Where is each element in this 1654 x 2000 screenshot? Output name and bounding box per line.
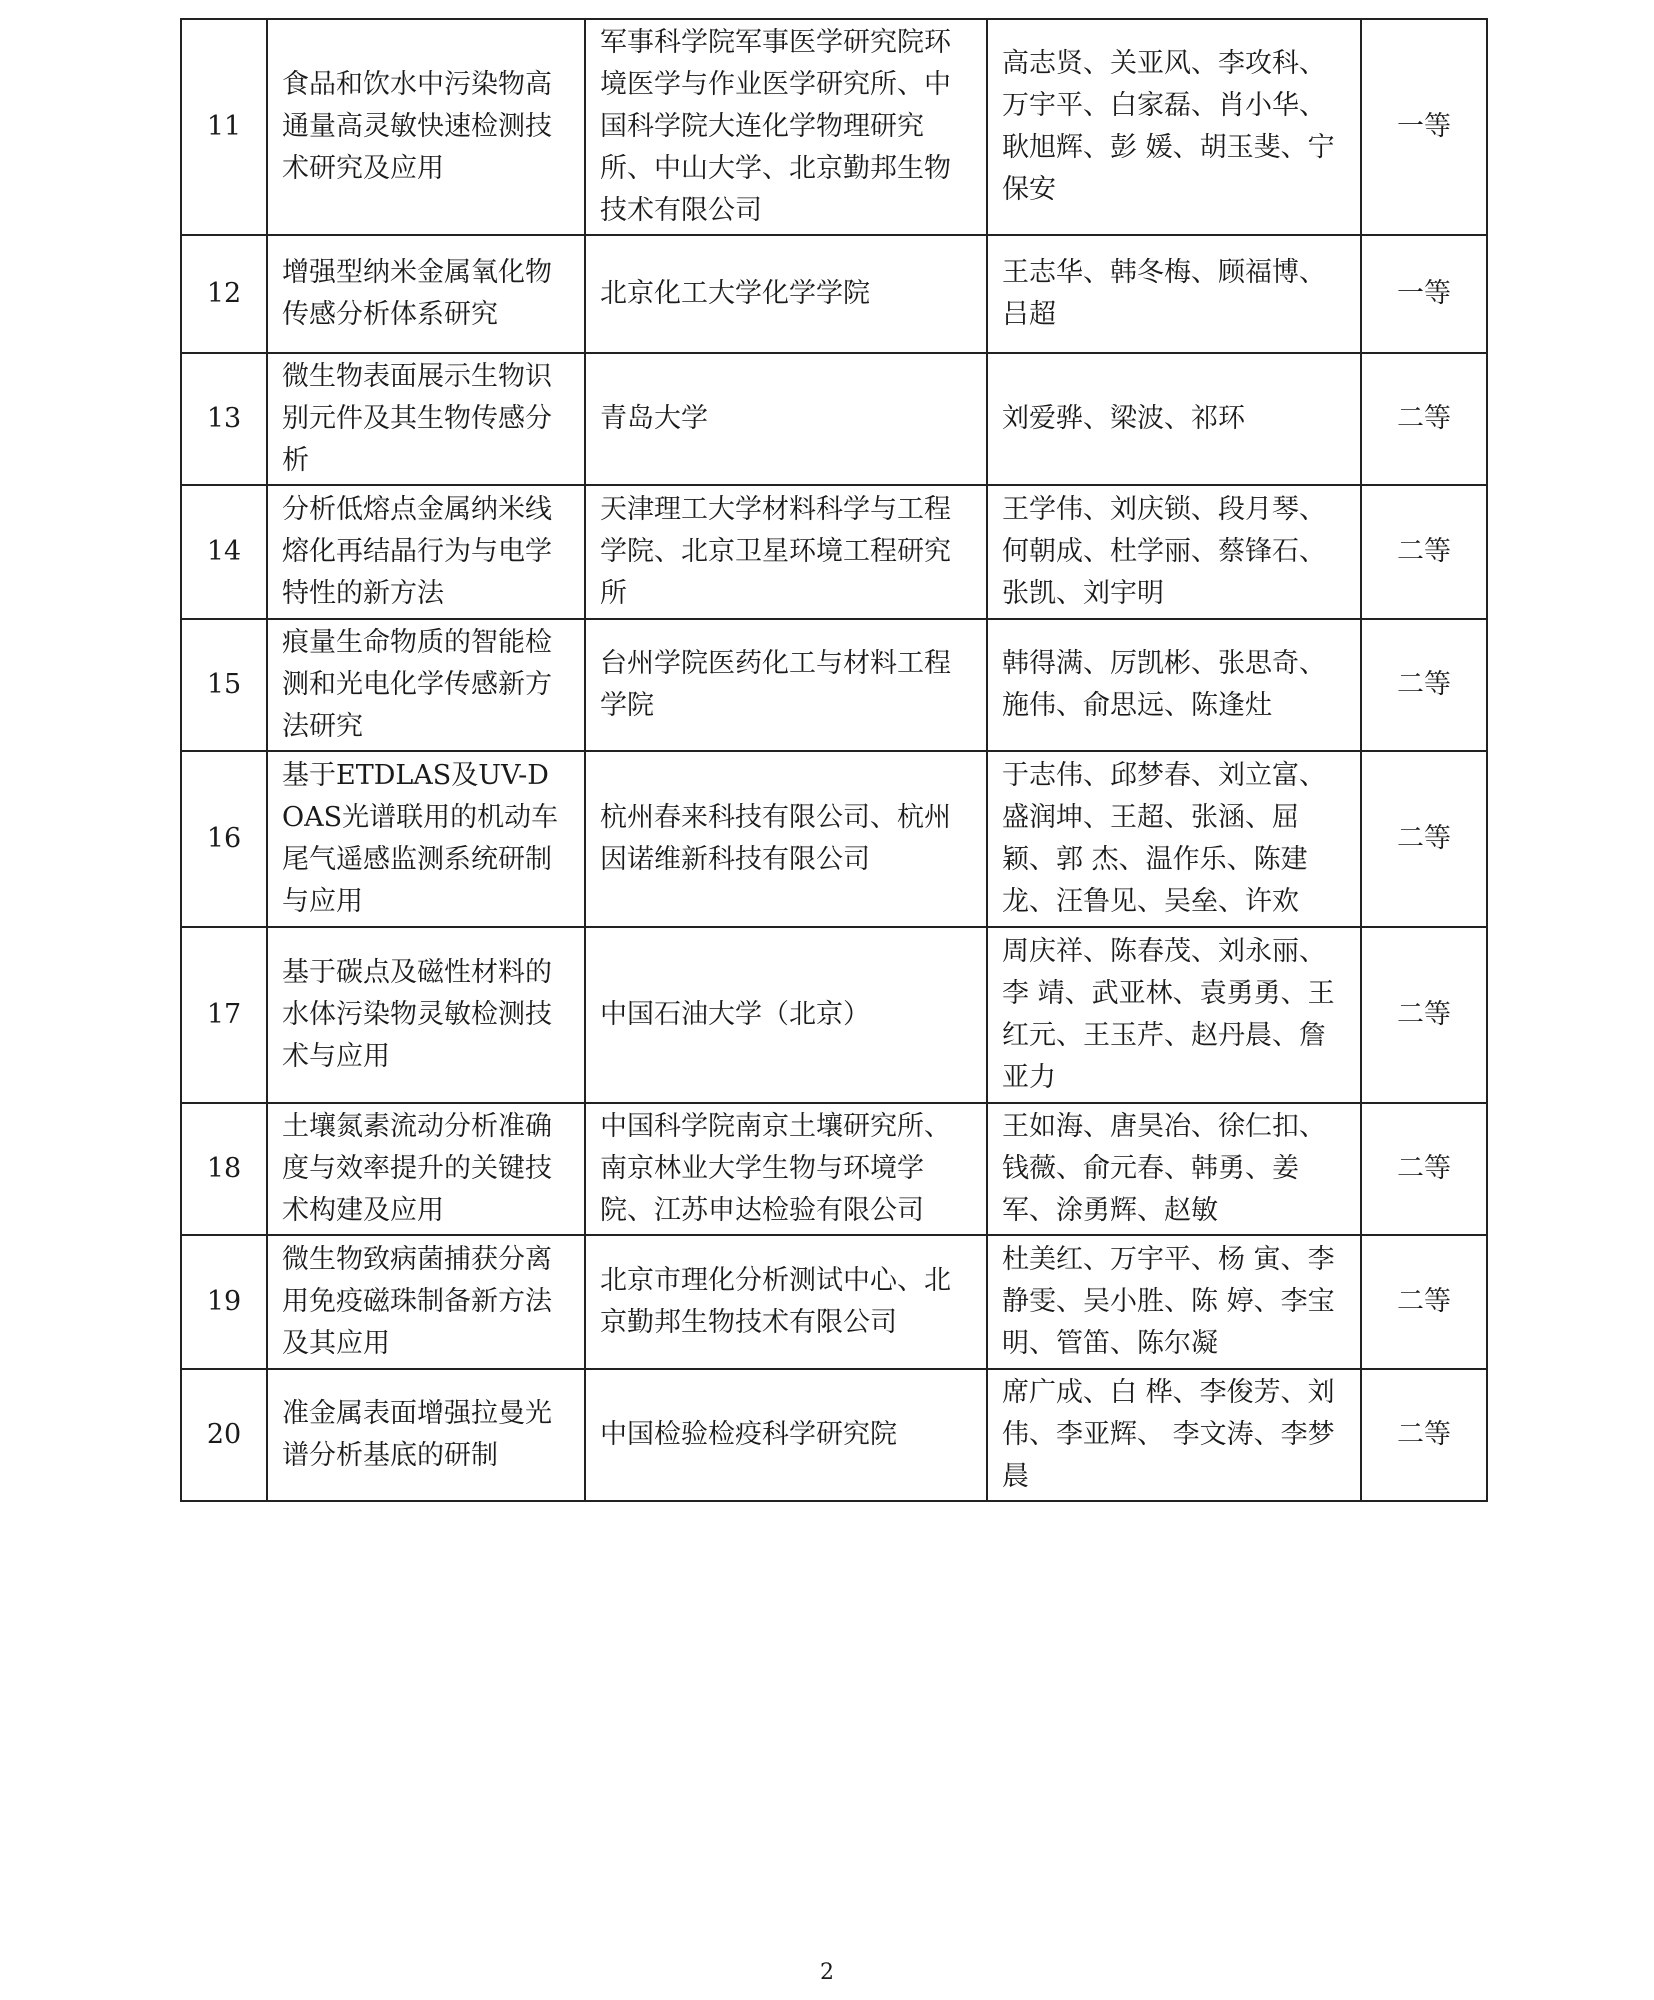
- award-grade: 二等: [1361, 751, 1487, 927]
- project-name: 痕量生命物质的智能检测和光电化学传感新方法研究: [267, 619, 585, 751]
- completing-units: 青岛大学: [585, 353, 987, 485]
- row-number: 14: [181, 485, 267, 619]
- award-grade: 一等: [1361, 235, 1487, 353]
- completing-units: 北京化工大学化学学院: [585, 235, 987, 353]
- project-name: 微生物致病菌捕获分离用免疫磁珠制备新方法及其应用: [267, 1235, 585, 1369]
- award-grade: 二等: [1361, 619, 1487, 751]
- completing-units: 中国检验检疫科学研究院: [585, 1369, 987, 1501]
- completing-people: 韩得满、厉凯彬、张思奇、施伟、俞思远、陈逢灶: [987, 619, 1361, 751]
- completing-people: 高志贤、关亚风、李攻科、万宇平、白家磊、肖小华、耿旭辉、彭 媛、胡玉斐、宁保安: [987, 19, 1361, 235]
- award-table: [180, 18, 1488, 1502]
- table-row: [181, 619, 1487, 751]
- project-name: 土壤氮素流动分析准确度与效率提升的关键技术构建及应用: [267, 1103, 585, 1235]
- completing-units: 中国科学院南京土壤研究所、南京林业大学生物与环境学院、江苏申达检验有限公司: [585, 1103, 987, 1235]
- table-row: [181, 1235, 1487, 1369]
- completing-units: 杭州春来科技有限公司、杭州因诺维新科技有限公司: [585, 751, 987, 927]
- award-grade: 二等: [1361, 485, 1487, 619]
- table-row: [181, 485, 1487, 619]
- table-row: [181, 19, 1487, 235]
- award-grade: 二等: [1361, 353, 1487, 485]
- completing-people: 王如海、唐昊冶、徐仁扣、钱薇、俞元春、韩勇、姜军、涂勇辉、赵敏: [987, 1103, 1361, 1235]
- completing-people: 于志伟、邱梦春、刘立富、盛润坤、王超、张涵、屈颖、郭 杰、温作乐、陈建龙、汪鲁见、吴垒、许欢: [987, 751, 1361, 927]
- row-number: 12: [181, 235, 267, 353]
- award-grade: 一等: [1361, 19, 1487, 235]
- award-grade: 二等: [1361, 927, 1487, 1103]
- completing-people: 王志华、韩冬梅、顾福博、吕超: [987, 235, 1361, 353]
- row-number: 16: [181, 751, 267, 927]
- row-number: 20: [181, 1369, 267, 1501]
- project-name: 微生物表面展示生物识别元件及其生物传感分析: [267, 353, 585, 485]
- table-row: [181, 927, 1487, 1103]
- page-number: 2: [820, 1960, 834, 1985]
- project-name: 分析低熔点金属纳米线熔化再结晶行为与电学特性的新方法: [267, 485, 585, 619]
- award-grade: 二等: [1361, 1369, 1487, 1501]
- table-row: [181, 1103, 1487, 1235]
- project-name: 准金属表面增强拉曼光谱分析基底的研制: [267, 1369, 585, 1501]
- project-name: 食品和饮水中污染物高通量高灵敏快速检测技术研究及应用: [267, 19, 585, 235]
- award-grade: 二等: [1361, 1103, 1487, 1235]
- table-row: [181, 353, 1487, 485]
- table-row: [181, 1369, 1487, 1501]
- completing-people: 杜美红、万宇平、杨 寅、李静雯、吴小胜、陈 婷、李宝明、管笛、陈尔凝: [987, 1235, 1361, 1369]
- completing-units: 天津理工大学材料科学与工程学院、北京卫星环境工程研究所: [585, 485, 987, 619]
- completing-people: 王学伟、刘庆锁、段月琴、何朝成、杜学丽、蔡锋石、张凯、刘宇明: [987, 485, 1361, 619]
- project-name: 基于碳点及磁性材料的水体污染物灵敏检测技术与应用: [267, 927, 585, 1103]
- table-row: [181, 235, 1487, 353]
- project-name: 增强型纳米金属氧化物传感分析体系研究: [267, 235, 585, 353]
- award-grade: 二等: [1361, 1235, 1487, 1369]
- row-number: 15: [181, 619, 267, 751]
- completing-units: 中国石油大学（北京）: [585, 927, 987, 1103]
- row-number: 11: [181, 19, 267, 235]
- row-number: 18: [181, 1103, 267, 1235]
- row-number: 13: [181, 353, 267, 485]
- table-row: [181, 751, 1487, 927]
- completing-people: 周庆祥、陈春茂、刘永丽、李 靖、武亚林、袁勇勇、王红元、王玉芹、赵丹晨、詹亚力: [987, 927, 1361, 1103]
- completing-units: 台州学院医药化工与材料工程学院: [585, 619, 987, 751]
- project-name: 基于ETDLAS及UV-DOAS光谱联用的机动车尾气遥感监测系统研制与应用: [267, 751, 585, 927]
- completing-people: 席广成、白 桦、李俊芳、刘伟、李亚辉、 李文涛、李梦晨: [987, 1369, 1361, 1501]
- row-number: 19: [181, 1235, 267, 1369]
- completing-people: 刘爱骅、梁波、祁环: [987, 353, 1361, 485]
- row-number: 17: [181, 927, 267, 1103]
- completing-units: 军事科学院军事医学研究院环境医学与作业医学研究所、中国科学院大连化学物理研究所、中山大学、北京勤邦生物技术有限公司: [585, 19, 987, 235]
- completing-units: 北京市理化分析测试中心、北京勤邦生物技术有限公司: [585, 1235, 987, 1369]
